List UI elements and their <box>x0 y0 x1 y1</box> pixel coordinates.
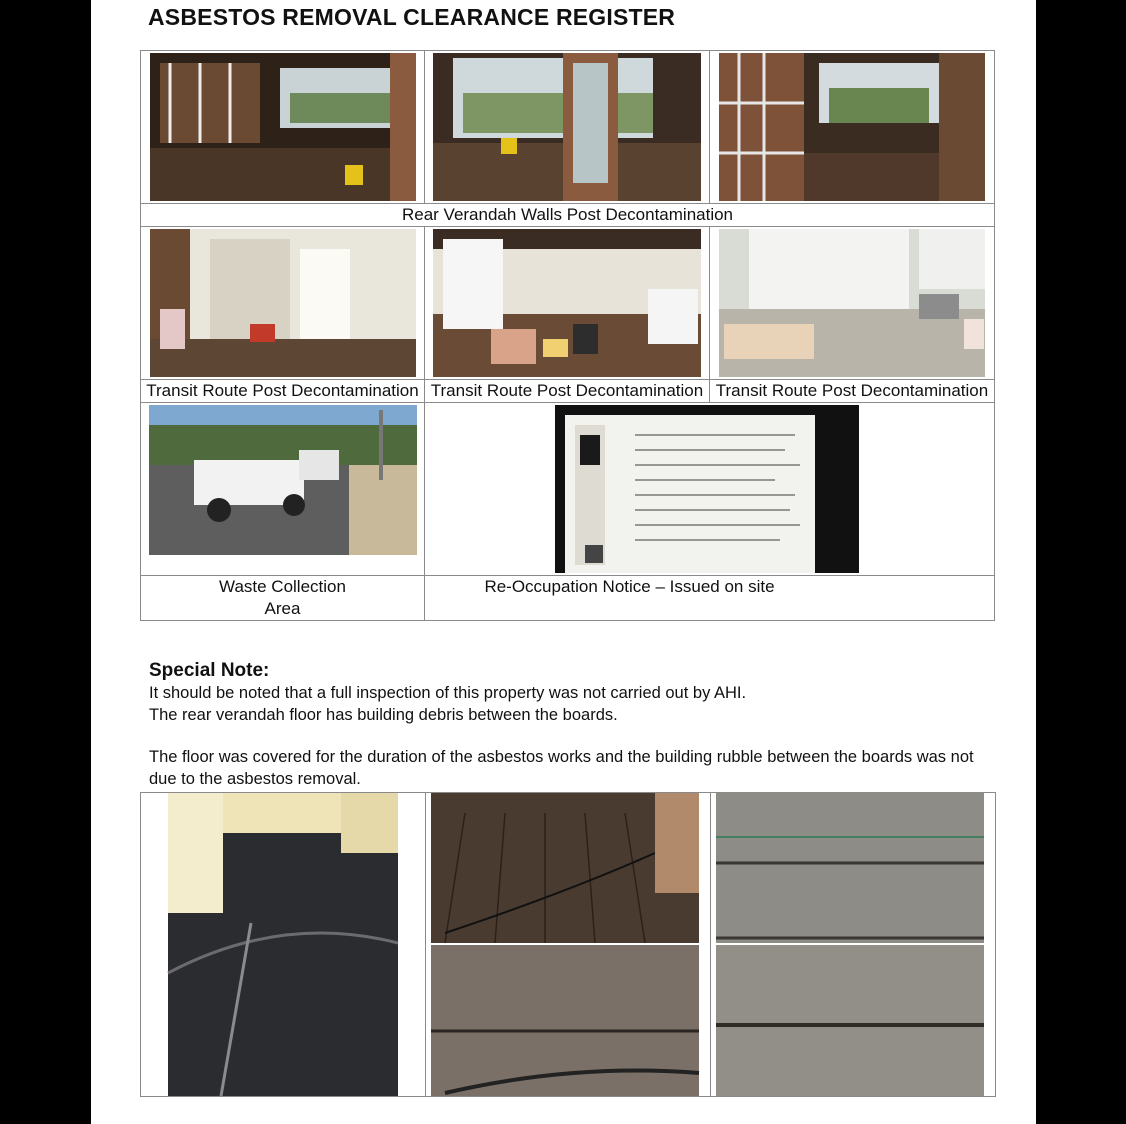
waste-collection-photo <box>149 405 417 555</box>
transit-route-caption: Transit Route Post Decontamination <box>425 380 710 403</box>
special-note-heading: Special Note: <box>149 660 270 681</box>
verandah-photo <box>719 53 985 201</box>
photo-cell <box>425 403 995 576</box>
floor-photo-grid <box>140 792 996 1097</box>
transit-route-photo <box>150 229 416 377</box>
photo-cell <box>141 227 425 380</box>
special-note-line: It should be noted that a full inspection of this property was not carried out by AHI. <box>149 684 747 702</box>
verandah-photo <box>433 53 701 201</box>
floor-boards-closeup-photo <box>710 793 995 1096</box>
photo-cell <box>425 793 711 1096</box>
transit-route-caption: Transit Route Post Decontamination <box>141 380 425 403</box>
transit-route-photo <box>719 229 985 377</box>
table-row <box>141 576 995 621</box>
transit-route-caption: Transit Route Post Decontamination <box>710 380 995 403</box>
covered-floor-photo <box>141 793 425 1096</box>
verandah-caption: Rear Verandah Walls Post Decontamination <box>141 204 995 227</box>
photo-cell <box>141 51 425 204</box>
special-note-line: The rear verandah floor has building debris between the boards. <box>149 706 618 724</box>
spacer <box>149 726 989 746</box>
table-row <box>141 403 995 576</box>
table-row <box>141 227 995 380</box>
photo-cell <box>710 793 995 1096</box>
verandah-photo <box>150 53 416 201</box>
re-occupation-caption: Re-Occupation Notice – Issued on site <box>425 576 995 621</box>
special-note-line: The floor was covered for the duration of the asbestos works and the building rubble between the boards was not due to the asbestos removal. <box>149 748 974 788</box>
photo-cell <box>710 51 995 204</box>
table-row <box>141 380 995 403</box>
document-page <box>91 0 1036 1124</box>
clearance-register-table <box>140 50 995 621</box>
table-row <box>141 204 995 227</box>
document-title: ASBESTOS REMOVAL CLEARANCE REGISTER <box>148 4 676 30</box>
verandah-floor-photo <box>425 793 710 1096</box>
photo-cell <box>425 51 710 204</box>
special-note <box>149 660 989 790</box>
photo-cell <box>141 403 425 576</box>
table-row <box>141 51 995 204</box>
waste-collection-caption: Waste Collection Area <box>141 576 425 621</box>
transit-route-photo <box>433 229 701 377</box>
photo-cell <box>425 227 710 380</box>
photo-cell <box>710 227 995 380</box>
re-occupation-notice-photo <box>555 405 859 573</box>
photo-cell <box>141 793 426 1096</box>
